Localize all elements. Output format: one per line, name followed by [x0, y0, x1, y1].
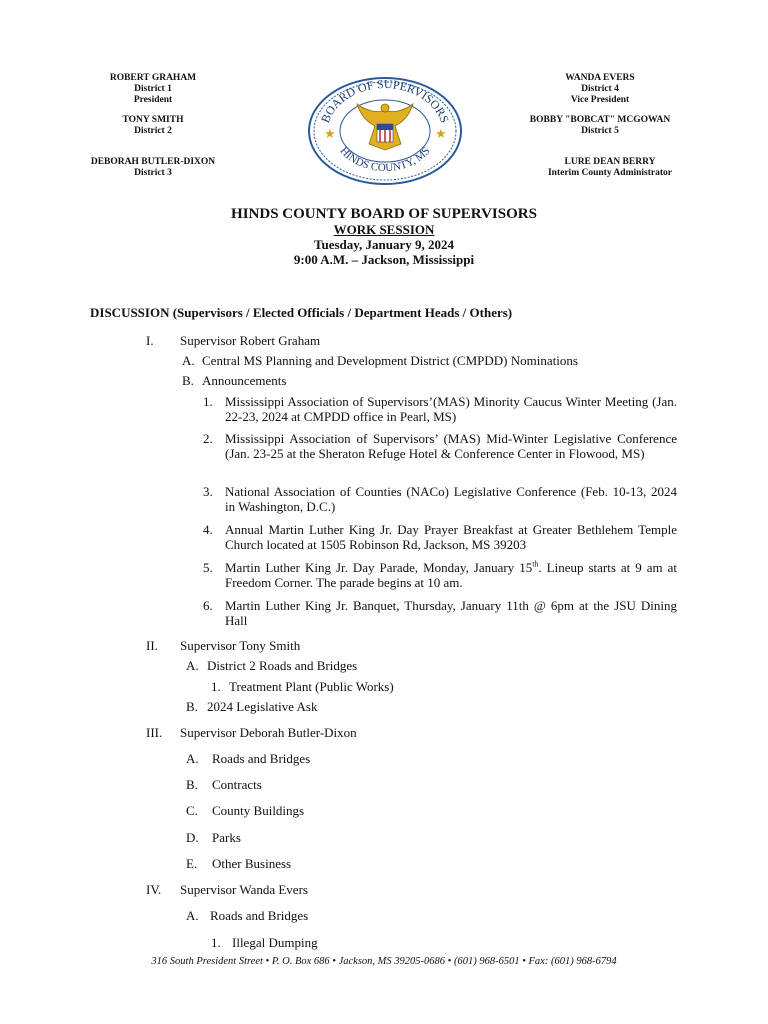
agenda-item: Announcements: [202, 373, 287, 388]
item-letter: B.: [186, 777, 198, 792]
agenda-item: 2024 Legislative Ask: [207, 699, 318, 714]
supervisor-name: TONY SMITH: [122, 115, 184, 125]
administrator-role: Interim County Administrator: [547, 168, 673, 178]
administrator-name: LURE DEAN BERRY: [564, 157, 656, 167]
item-number: 6.: [203, 598, 213, 613]
header-right-2: [515, 115, 685, 137]
announcement-text: . Lineup starts at 9 am at Freedom Corner. The parade begins at 10 am.: [225, 560, 677, 590]
supervisor-name: ROBERT GRAHAM: [109, 73, 197, 83]
item-letter: E.: [186, 856, 198, 871]
section-title: Supervisor Wanda Evers: [180, 882, 308, 897]
item-letter: B.: [182, 373, 194, 388]
supervisor-district: District 1: [134, 84, 172, 94]
discussion-heading: DISCUSSION (Supervisors / Elected Officials / Department Heads / Others): [90, 305, 513, 320]
meeting-time-place: 9:00 A.M. – Jackson, Mississippi: [293, 252, 475, 267]
supervisor-role: Vice President: [570, 95, 630, 105]
document-title: HINDS COUNTY BOARD OF SUPERVISORS: [231, 206, 537, 222]
agenda-subitem: Illegal Dumping: [232, 935, 318, 950]
item-letter: A.: [186, 658, 199, 673]
header-left-2: [88, 115, 218, 137]
announcement-item: Annual Martin Luther King Jr. Day Prayer Breakfast at Greater Bethlehem Temple Church located at 1505 Robinson Rd, Jackson, MS 39203: [225, 522, 677, 552]
county-seal-logo: [307, 76, 463, 186]
agenda-item: District 2 Roads and Bridges: [207, 658, 358, 673]
announcement-item: Mississippi Association of Supervisors’(MAS) Minority Caucus Winter Meeting (Jan. 22-23, 2024 at CMPDD office in Pearl, MS): [225, 394, 677, 424]
announcement-item: [225, 560, 677, 590]
item-letter: A.: [186, 751, 199, 766]
section-title: Supervisor Tony Smith: [180, 638, 301, 653]
item-letter: B.: [186, 699, 198, 714]
supervisor-district: District 4: [581, 84, 619, 94]
item-number: 4.: [203, 522, 213, 537]
section-title: Supervisor Robert Graham: [180, 333, 321, 348]
agenda-item: Other Business: [212, 856, 292, 871]
section-numeral: IV.: [146, 882, 162, 897]
item-number: 5.: [203, 560, 213, 575]
session-type: WORK SESSION: [333, 222, 435, 237]
supervisor-name: BOBBY "BOBCAT" MCGOWAN: [529, 115, 671, 125]
header-right-3: [525, 157, 695, 179]
item-number: 3.: [203, 484, 213, 499]
agenda-item: County Buildings: [212, 803, 305, 818]
supervisor-district: District 5: [581, 126, 619, 136]
meeting-date: Tuesday, January 9, 2024: [313, 237, 455, 252]
header-left-1: [88, 73, 218, 106]
supervisor-name: DEBORAH BUTLER-DIXON: [90, 157, 216, 167]
announcement-item: National Association of Counties (NACo) Legislative Conference (Feb. 10-13, 2024 in Washington, D.C.): [225, 484, 677, 514]
header-right-1: [535, 73, 665, 106]
svg-text:★: ★: [435, 127, 447, 142]
supervisor-name: WANDA EVERS: [565, 73, 635, 83]
announcement-item: Mississippi Association of Supervisors’ (MAS) Mid-Winter Legislative Conference (Jan. 23-25 at the Sheraton Refuge Hotel & Conference Center in Flowood, MS): [225, 431, 677, 461]
agenda-subitem: Treatment Plant (Public Works): [229, 679, 394, 694]
agenda-item: Roads and Bridges: [212, 751, 311, 766]
item-letter: D.: [186, 830, 199, 845]
agenda-item: Contracts: [212, 777, 262, 792]
item-number: 2.: [203, 431, 213, 446]
footer-address: 316 South President Street • P. O. Box 686 • Jackson, MS 39205-0686 • (601) 968-6501 • Fax: (601) 968-6794: [151, 956, 617, 967]
agenda-item: Parks: [212, 830, 241, 845]
section-numeral: III.: [146, 725, 163, 740]
agenda-item: Central MS Planning and Development District (CMPDD) Nominations: [202, 353, 578, 368]
agenda-item: Roads and Bridges: [210, 908, 309, 923]
item-number: 1.: [203, 394, 213, 409]
item-letter: C.: [186, 803, 198, 818]
item-number: 1.: [211, 679, 221, 694]
header-left-3: [78, 157, 228, 179]
announcement-item: Martin Luther King Jr. Banquet, Thursday, January 11th @ 6pm at the JSU Dining Hall: [225, 598, 677, 628]
section-numeral: I.: [146, 333, 154, 348]
announcement-text: Martin Luther King Jr. Day Parade, Monday, January 15: [225, 560, 533, 575]
item-number: 1.: [211, 935, 221, 950]
superscript: th: [532, 559, 539, 569]
svg-text:★: ★: [324, 127, 336, 142]
section-numeral: II.: [146, 638, 158, 653]
supervisor-district: District 2: [134, 126, 172, 136]
supervisor-role: President: [133, 95, 173, 105]
section-title: Supervisor Deborah Butler-Dixon: [180, 725, 357, 740]
supervisor-district: District 3: [134, 168, 172, 178]
svg-text:BOARD OF SUPERVISORS: BOARD OF SUPERVISORS: [318, 76, 452, 125]
item-letter: A.: [186, 908, 199, 923]
item-letter: A.: [182, 353, 195, 368]
svg-text:HINDS COUNTY, MS: HINDS COUNTY, MS: [337, 144, 433, 175]
